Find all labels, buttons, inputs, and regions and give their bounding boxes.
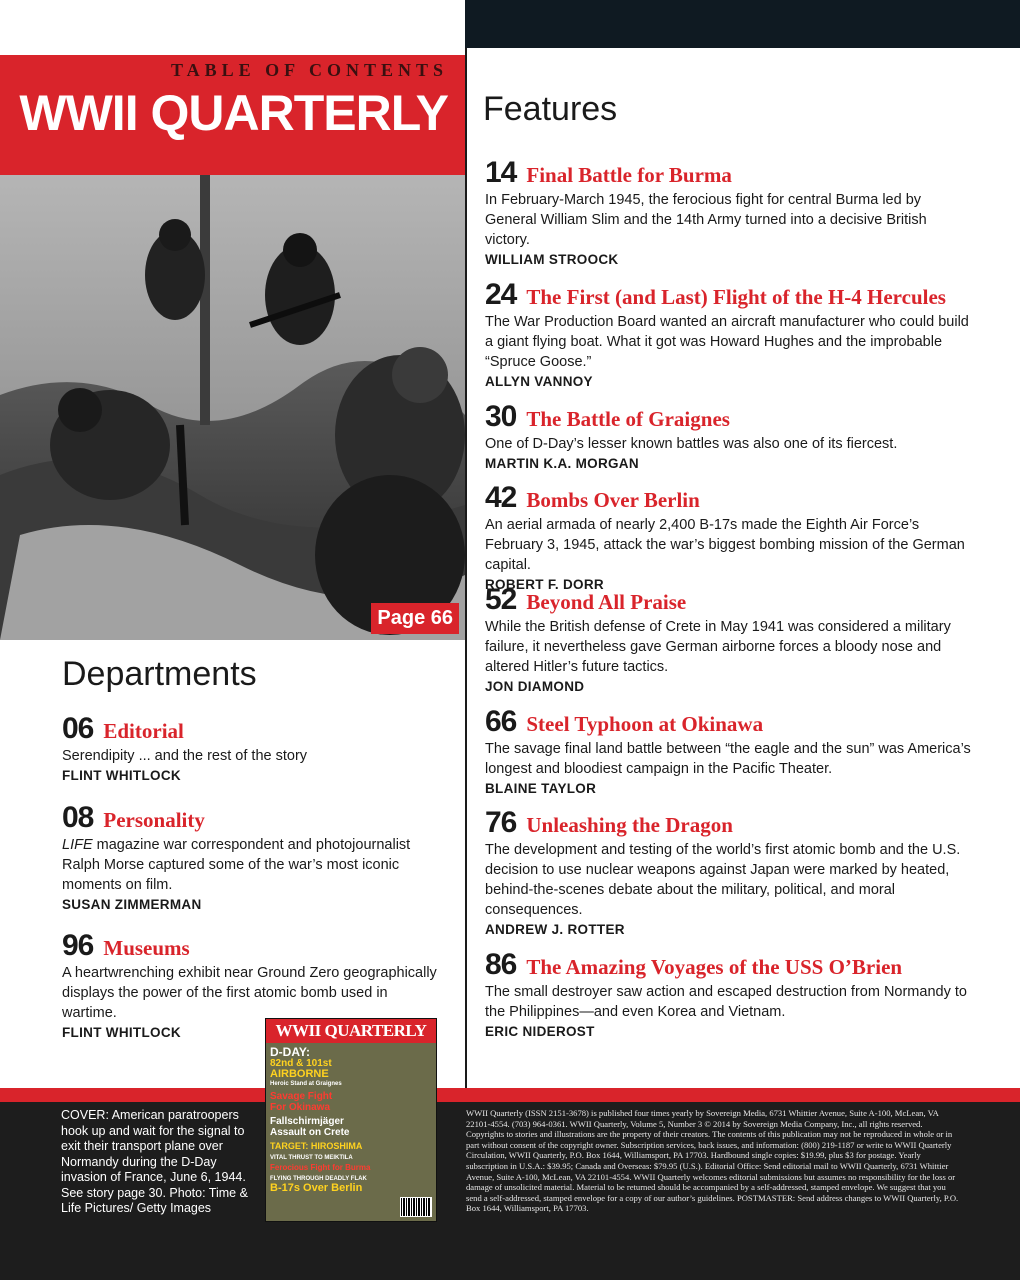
cover-line: VITAL THRUST TO MEIKTILA [270,1155,353,1161]
publication-legal-text: WWII Quarterly (ISSN 2151-3678) is published four times yearly by Sovereign Media, 6731 Whittier Avenue, Suite A-100, McLean, VA 22101-4554. (703) 964-0361. WWII Quarterly, Volume 5, Number 3 © 2014 by Sovereign Media Company, Inc., all rights reserved. Copyrights to stories and illustrations are the property of their creators. The contents of this publication may not be reproduced in whole or in part without consent of the copyright owner. Subscription services, back issues, and information: (800) 219-1187 or write to WWII Quarterly Circulation, WWII Quarterly, P.O. Box 1644, Williamsport, PA 17703. Hardbound single copies: $19.99, plus $3 for postage. Yearly subscription in U.S.A.: $39.95; Canada and Overseas: $79.95 (U.S.). Editorial Office: Send editorial mail to WWII Quarterly, 6731 Whittier Avenue, Suite A-100, McLean, VA 22101-4554. WWII Quarterly welcomes editorial submissions but assumes no responsibility for the loss or damage of unsolicited material. Material to be returned should be accompanied by a self-addressed, stamped envelope. We suggest that you send a self-addressed, stamped envelope for a copy of our author’s guidelines. POSTMASTER: Send address changes to WWII Quarterly, P.O. Box 1644, Williamsport, PA 17703. [466,1108,959,1214]
page-number: 24 [485,278,517,311]
article-description: The War Production Board wanted an aircraft manufacturer who could build a giant flying boat. What it got was Howard Hughes and the improbable “Spruce Goose.” [485,314,969,370]
page-number: 14 [485,156,517,189]
article-author: ERIC NIDEROST [485,1024,595,1039]
article-title[interactable]: Bombs Over Berlin [526,488,700,512]
feature-entry[interactable] [485,806,975,937]
article-title[interactable]: The Amazing Voyages of the USS O’Brien [526,955,903,979]
cover-masthead: WWII QUARTERLY [266,1019,436,1043]
page-number: 66 [485,705,517,738]
cover-line: Fallschirmjäger [270,1116,344,1127]
department-entry[interactable] [62,801,447,912]
article-author: WILLIAM STROOCK [485,252,619,267]
features-heading: Features [483,90,618,128]
cover-line: AIRBORNE [270,1068,329,1080]
article-author: SUSAN ZIMMERMAN [62,897,202,912]
magazine-title: WWII QUARTERLY [19,85,448,141]
feature-entry[interactable] [485,705,980,796]
article-title[interactable]: The Battle of Graignes [526,407,730,431]
article-author: FLINT WHITLOCK [62,1025,181,1040]
feature-entry[interactable] [485,481,980,592]
article-description: The development and testing of the world’s first atomic bomb and the U.S. decision to use nuclear weapons against Japan were marked by heated, behind-the-scenes debate about the military, political, and moral consequences. [485,842,961,918]
article-title[interactable]: Personality [103,808,205,832]
life-magazine-name: LIFE [62,837,93,853]
page-number: 76 [485,806,517,839]
article-title[interactable]: Beyond All Praise [526,590,687,614]
article-description-rest: magazine war correspondent and photojournalist Ralph Morse captured some of the war’s most iconic moments on film. [62,837,411,893]
cover-line: 82nd & 101st [270,1058,332,1069]
article-author: FLINT WHITLOCK [62,768,181,783]
feature-entry[interactable] [485,948,980,1039]
header-white-strip [0,0,465,55]
article-description: One of D-Day’s lesser known battles was also one of its fiercest. [485,436,898,452]
article-title[interactable]: Final Battle for Burma [526,163,732,187]
page-number: 86 [485,948,517,981]
article-title[interactable]: Museums [103,936,190,960]
cover-line: Assault on Crete [270,1127,350,1138]
cover-caption: COVER: American paratroopers hook up and wait for the signal to exit their transport plane over Normandy during the D-Day invasion of France, June 6, 1944. See story page 30. Photo: Time & Life Pictures/ Getty Images [61,1108,248,1215]
cover-line: FLYING THROUGH DEADLY FLAK [270,1176,367,1182]
article-description: Serendipity ... and the rest of the story [62,748,308,764]
article-author: ANDREW J. ROTTER [485,922,625,937]
barcode-icon [400,1197,432,1217]
article-description [62,835,447,895]
page-number: 30 [485,400,517,433]
cover-line: Heroic Stand at Graignes [270,1081,342,1087]
article-title[interactable]: Unleashing the Dragon [526,813,733,837]
article-description: The savage final land battle between “the eagle and the sun” was America’s longest and bloodiest campaign in the Pacific Theater. [485,741,971,777]
article-author: MARTIN K.A. MORGAN [485,456,639,471]
page-number: 42 [485,481,517,514]
feature-entry[interactable] [485,278,980,389]
article-author: ROBERT F. DORR [485,577,604,592]
departments-heading: Departments [62,655,257,693]
cover-line: Savage Fight [270,1091,333,1102]
cover-line: For Okinawa [270,1102,331,1113]
page-number: 06 [62,712,94,745]
page-number: 96 [62,929,94,962]
article-title[interactable]: Editorial [103,719,184,743]
feature-entry[interactable] [485,400,975,471]
article-author: JON DIAMOND [485,679,585,694]
feature-entry[interactable] [485,583,975,694]
article-author: BLAINE TAYLOR [485,781,597,796]
toc-label: TABLE OF CONTENTS [170,60,448,80]
article-description: The small destroyer saw action and escaped destruction from Normandy to the Philippines—and even Korea and Vietnam. [485,984,967,1020]
department-entry[interactable] [62,712,442,783]
feature-photo[interactable] [0,175,465,640]
article-description: A heartwrenching exhibit near Ground Zero geographically displays the power of the first atomic bomb used in wartime. [62,965,437,1021]
cover-line: D-DAY: [270,1045,311,1059]
cover-line: TARGET: HIROSHIMA [270,1141,363,1151]
page-number: 52 [485,583,517,616]
header-dark-band [465,0,1020,48]
column-divider [465,48,467,1088]
article-title[interactable]: Steel Typhoon at Okinawa [526,712,764,736]
footer-red-stripe [0,1088,1020,1102]
soldiers-photo-illustration [0,175,465,640]
article-description: In February-March 1945, the ferocious fight for central Burma led by General William Slim and the 14th Army turned into a decisive British victory. [485,192,927,248]
article-description: An aerial armada of nearly 2,400 B-17s made the Eighth Air Force’s February 3, 1945, attack the war’s biggest bombing mission of the German capital. [485,517,965,573]
article-description: While the British defense of Crete in May 1941 was considered a military failure, it nevertheless gave German airborne forces a bloody nose and altered Hitler’s future tactics. [485,619,951,675]
cover-line: B-17s Over Berlin [270,1182,363,1194]
page-66-tag[interactable]: Page 66 [371,603,459,634]
article-author: ALLYN VANNOY [485,374,593,389]
page-number: 08 [62,801,94,834]
magazine-cover-thumbnail[interactable] [265,1018,437,1222]
feature-entry[interactable] [485,156,975,267]
cover-line: Ferocious Fight for Burma [270,1163,371,1172]
article-title[interactable]: The First (and Last) Flight of the H-4 Hercules [526,285,946,309]
